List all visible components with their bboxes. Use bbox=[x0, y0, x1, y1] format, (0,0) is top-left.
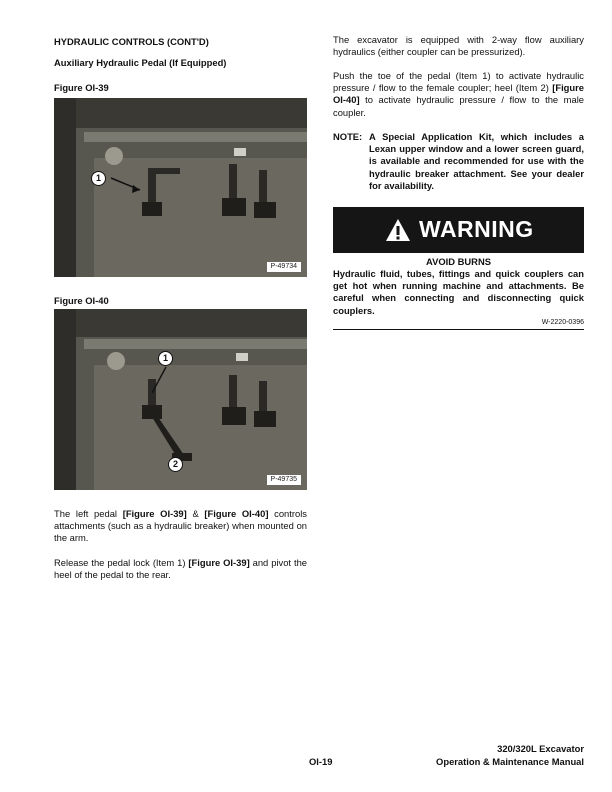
photo-code: P-49735 bbox=[267, 475, 301, 485]
text-run: Release the pedal lock (Item 1) bbox=[54, 557, 189, 568]
warning-subtitle: AVOID BURNS bbox=[426, 256, 491, 267]
figure-reference: [Figure OI-39] bbox=[122, 508, 187, 519]
warning-title: WARNING bbox=[419, 216, 534, 242]
text-run: Push the toe of the pedal (Item 1) to activate hydraulic pressure / flow to the female coupler; heel (Item 2) bbox=[333, 70, 584, 94]
figure-reference: [Figure OI-40] bbox=[204, 508, 269, 519]
note-label: NOTE: bbox=[333, 131, 363, 142]
warning-code: W-2220-0396 bbox=[541, 319, 584, 326]
left-paragraph-2 bbox=[54, 557, 307, 581]
right-paragraph-1: The excavator is equipped with 2-way flow auxiliary hydraulics (either coupler can be pressurized). bbox=[333, 34, 584, 58]
warning-triangle-icon bbox=[385, 218, 411, 242]
right-paragraph-2 bbox=[333, 70, 584, 119]
text-run: and pivot the heel of the pedal to the rear. bbox=[54, 557, 307, 581]
page-number: OI-19 bbox=[309, 756, 333, 767]
figure-label-oi-40: Figure OI-40 bbox=[54, 295, 109, 306]
text-run: controls attachments (such as a hydraulic breaker) when mounted on the arm. bbox=[54, 508, 307, 544]
photo-code: P-49734 bbox=[267, 262, 301, 272]
text-run: & bbox=[186, 508, 205, 519]
figure-reference: [Figure OI-40] bbox=[333, 82, 584, 106]
section-heading: HYDRAULIC CONTROLS (CONT'D) bbox=[54, 36, 209, 47]
figure-oi-39-photo bbox=[54, 98, 307, 277]
warning-body: Hydraulic fluid, tubes, fittings and quick couplers can get hot when running machine and attachments. Be careful when connecting and disconnecting quick couplers. bbox=[333, 268, 584, 316]
subsection-heading: Auxiliary Hydraulic Pedal (If Equipped) bbox=[54, 57, 227, 68]
left-paragraph-1 bbox=[54, 508, 307, 545]
footer-manual: Operation & Maintenance Manual bbox=[436, 756, 584, 767]
figure-label-oi-39: Figure OI-39 bbox=[54, 82, 109, 93]
footer-model: 320/320L Excavator bbox=[497, 743, 584, 754]
warning-banner bbox=[333, 207, 584, 253]
callout-2: 2 bbox=[168, 457, 183, 472]
figure-oi-40-photo bbox=[54, 309, 307, 490]
text-run: The left pedal bbox=[54, 508, 123, 519]
note-text: A Special Application Kit, which includes a Lexan upper window and a lower screen guard, is available and recommended for use with the hydraulic breaker attachment. See your dealer for availability. bbox=[369, 131, 584, 191]
callout-1: 1 bbox=[158, 351, 173, 366]
callout-1: 1 bbox=[91, 171, 106, 186]
divider bbox=[333, 329, 584, 330]
figure-reference: [Figure OI-39] bbox=[188, 557, 250, 568]
text-run: to activate hydraulic pressure / flow to the male coupler. bbox=[333, 94, 584, 118]
